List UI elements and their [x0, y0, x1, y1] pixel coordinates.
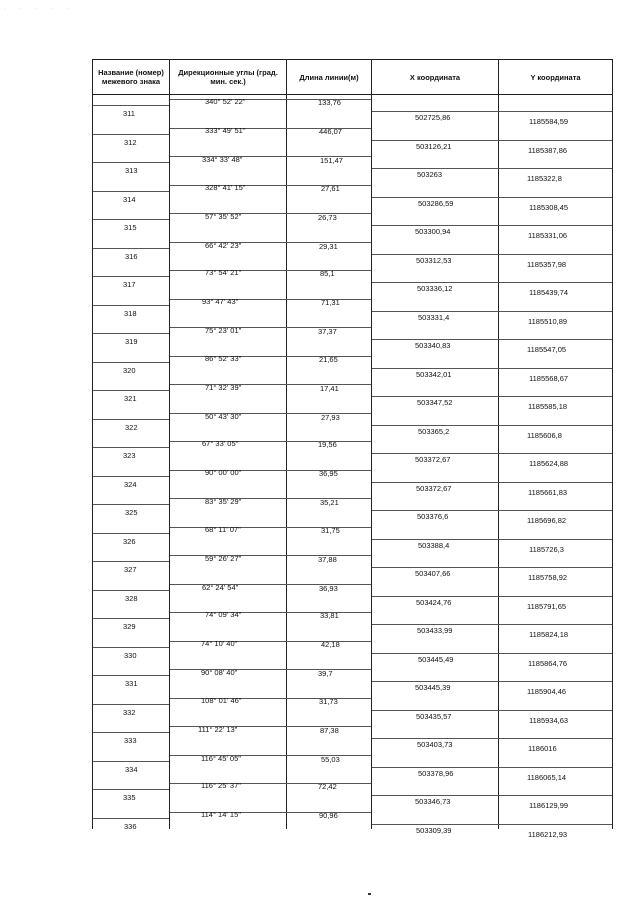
row-line — [93, 305, 169, 306]
y-coordinate: 1185864,76 — [528, 658, 568, 668]
segment-angle: 334° 33' 48" — [202, 155, 243, 165]
x-coordinate: 503388,4 — [418, 540, 450, 550]
segment-length: 21,65 — [319, 354, 338, 364]
row-line — [170, 270, 371, 271]
x-coordinate: 503309,39 — [416, 825, 452, 835]
point-name: 316 — [125, 251, 138, 261]
point-name: 330 — [124, 650, 137, 660]
row-line — [170, 498, 371, 499]
point-name: 320 — [123, 365, 136, 375]
segment-angle: 328° 41' 15" — [205, 182, 246, 192]
row-line — [93, 476, 169, 477]
row-line — [93, 732, 169, 733]
table-header — [93, 60, 612, 95]
x-coordinate: 503376,6 — [417, 512, 449, 521]
segment-angle: 111° 22' 13" — [198, 724, 238, 734]
row-line — [170, 413, 371, 414]
point-name: 315 — [124, 223, 137, 232]
segment-angle: 75° 23' 01" — [205, 326, 242, 336]
coordinates-table — [92, 59, 613, 839]
x-coordinate: 503433,99 — [417, 626, 453, 635]
row-line — [372, 254, 612, 255]
segment-length: 33,81 — [320, 611, 339, 620]
column-divider — [286, 60, 287, 829]
row-line — [372, 368, 612, 369]
row-line — [93, 105, 169, 106]
point-name: 333 — [124, 736, 137, 745]
row-line — [93, 248, 169, 249]
point-name: 328 — [125, 593, 138, 603]
point-name: 324 — [124, 479, 137, 489]
row-line — [372, 624, 612, 625]
row-line — [93, 134, 169, 135]
point-name: 336 — [124, 821, 137, 831]
row-line — [93, 276, 169, 277]
segment-angle: 57° 35' 52" — [205, 211, 242, 221]
row-line — [93, 561, 169, 562]
segment-angle: 86° 52' 33" — [205, 353, 242, 363]
point-name: 322 — [125, 422, 138, 432]
x-coordinate: 503372,67 — [416, 483, 452, 493]
point-name: 334 — [125, 764, 138, 774]
y-coordinate: 1185696,82 — [527, 516, 567, 525]
header-y: Y координата — [530, 72, 581, 82]
point-name: 321 — [124, 394, 137, 403]
segment-angle: 50° 43' 30" — [205, 411, 242, 421]
row-line — [93, 818, 169, 819]
row-line — [372, 482, 612, 483]
row-line — [170, 185, 371, 186]
row-line — [372, 396, 612, 397]
segment-length: 72,42 — [318, 782, 337, 791]
row-line — [93, 704, 169, 705]
segment-length: 446,07 — [319, 127, 342, 137]
y-coordinate: 1186016 — [528, 744, 557, 753]
segment-length: 55,03 — [321, 754, 340, 764]
segment-length: 19,56 — [318, 440, 337, 449]
row-line — [372, 539, 612, 540]
page-mark — [368, 893, 371, 895]
y-coordinate: 1186212,93 — [528, 829, 568, 839]
x-coordinate: 503300,94 — [415, 227, 451, 236]
x-coordinate: 503445,49 — [418, 654, 454, 664]
segment-angle: 66° 42' 23" — [205, 240, 242, 250]
scan-specks: · · · · · — [4, 6, 75, 12]
point-name: 319 — [125, 337, 138, 346]
row-line — [93, 219, 169, 220]
row-line — [93, 789, 169, 790]
row-line — [170, 356, 371, 357]
row-line — [170, 470, 371, 471]
segment-length: 31,75 — [321, 525, 340, 535]
row-line — [372, 225, 612, 226]
row-line — [170, 384, 371, 385]
y-coordinate: 1185322,8 — [527, 174, 562, 183]
y-coordinate: 1185624,88 — [529, 459, 569, 468]
segment-angle: 74° 09' 34" — [205, 610, 242, 619]
column-divider — [371, 60, 372, 829]
row-line — [93, 647, 169, 648]
row-line — [372, 795, 612, 796]
segment-angle: 93° 47' 43" — [202, 297, 239, 307]
y-coordinate: 1185791,65 — [527, 601, 567, 611]
segment-angle: 90° 08' 40" — [201, 668, 238, 678]
segment-length: 133,76 — [318, 98, 341, 107]
point-name: 318 — [124, 308, 137, 318]
point-name: 327 — [124, 565, 137, 574]
point-name: 314 — [123, 194, 136, 204]
segment-angle: 74° 10' 40" — [201, 639, 238, 649]
segment-length: 36,95 — [319, 469, 338, 479]
row-line — [170, 327, 371, 328]
segment-length: 42,18 — [321, 640, 340, 650]
row-line — [372, 197, 612, 198]
x-coordinate: 503331,4 — [418, 312, 450, 322]
point-name: 312 — [124, 137, 137, 147]
row-line — [93, 447, 169, 448]
segment-angle: 62° 24' 54" — [202, 582, 239, 592]
segment-angle: 90° 00' 00" — [205, 468, 242, 478]
y-coordinate: 1185331,06 — [528, 231, 568, 240]
column-divider — [169, 60, 170, 829]
header-angles: Дирекционные углы (град. мин. сек.) — [178, 68, 278, 86]
x-coordinate: 503445,39 — [415, 683, 451, 692]
segment-length: 29,31 — [319, 241, 338, 251]
segment-angle: 83° 35' 29" — [205, 497, 242, 507]
x-coordinate: 503365,2 — [418, 426, 450, 436]
row-line — [170, 527, 371, 528]
row-line — [372, 510, 612, 511]
y-coordinate: 1186129,99 — [529, 801, 569, 810]
row-line — [170, 242, 371, 243]
x-coordinate: 503346,73 — [415, 797, 451, 806]
row-line — [93, 504, 169, 505]
segment-angle: 71° 32' 39" — [205, 382, 242, 392]
row-line — [372, 311, 612, 312]
x-coordinate: 503263 — [417, 170, 443, 179]
segment-angle: 116° 45' 05" — [201, 753, 241, 763]
segment-length: 36,93 — [319, 583, 338, 593]
row-line — [372, 567, 612, 568]
y-coordinate: 1185387,86 — [528, 145, 568, 155]
row-line — [372, 111, 612, 112]
x-coordinate: 503340,83 — [415, 341, 451, 350]
row-line — [170, 612, 371, 613]
point-name: 323 — [123, 451, 136, 460]
y-coordinate: 1185726,3 — [529, 544, 564, 554]
segment-angle: 67° 33' 05" — [202, 439, 239, 448]
segment-length: 151,47 — [320, 156, 343, 166]
row-line — [372, 425, 612, 426]
segment-angle: 340° 52' 22" — [205, 97, 246, 106]
row-line — [170, 299, 371, 300]
y-coordinate: 1185568,67 — [529, 373, 569, 383]
row-line — [372, 596, 612, 597]
point-name: 332 — [123, 707, 136, 717]
y-coordinate: 1185606,8 — [527, 430, 562, 440]
y-coordinate: 1185934,63 — [529, 715, 569, 725]
segment-length: 35,21 — [320, 498, 339, 508]
y-coordinate: 1185357,98 — [527, 259, 567, 269]
segment-angle: 333° 49' 51" — [205, 126, 246, 136]
row-line — [372, 339, 612, 340]
point-name: 326 — [123, 536, 136, 546]
header-x: X координата — [409, 72, 461, 82]
segment-length: 17,41 — [320, 383, 339, 393]
point-name: 311 — [123, 109, 135, 118]
row-line — [372, 282, 612, 283]
row-line — [93, 761, 169, 762]
row-line — [372, 168, 612, 169]
point-name: 313 — [125, 166, 138, 175]
row-line — [93, 390, 169, 391]
y-coordinate: 1185584,59 — [529, 117, 569, 126]
x-coordinate: 503372,67 — [415, 455, 451, 464]
point-name: 325 — [125, 508, 138, 517]
y-coordinate: 1185824,18 — [529, 630, 569, 639]
row-line — [372, 653, 612, 654]
row-line — [372, 710, 612, 711]
header-length: Длина линии(м) — [299, 72, 359, 82]
segment-length: 37,88 — [318, 554, 337, 564]
row-line — [170, 555, 371, 556]
x-coordinate: 503347,52 — [417, 398, 453, 407]
x-coordinate: 503435,57 — [416, 711, 452, 721]
column-divider — [498, 60, 499, 829]
y-coordinate: 1185439,74 — [529, 288, 569, 297]
segment-angle: 59° 26' 27" — [205, 553, 242, 563]
row-line — [170, 213, 371, 214]
row-line — [93, 362, 169, 363]
x-coordinate: 503407,66 — [415, 569, 451, 578]
row-line — [372, 738, 612, 739]
y-coordinate: 1185547,05 — [527, 345, 567, 354]
y-coordinate: 1185904,46 — [527, 687, 567, 696]
segment-length: 26,73 — [318, 212, 337, 222]
y-coordinate: 1185308,45 — [529, 202, 569, 212]
x-coordinate: 503424,76 — [416, 597, 452, 607]
segment-length: 71,31 — [321, 298, 340, 308]
row-line — [93, 333, 169, 334]
y-coordinate: 1185585,18 — [528, 402, 568, 411]
x-coordinate: 503336,12 — [417, 284, 453, 293]
segment-angle: 114° 14' 15" — [201, 810, 241, 820]
point-name: 329 — [123, 622, 136, 631]
y-coordinate: 1185758,92 — [528, 573, 568, 582]
x-coordinate: 502725,86 — [415, 113, 451, 122]
row-line — [372, 767, 612, 768]
row-line — [372, 824, 612, 825]
segment-length: 87,38 — [320, 725, 339, 735]
segment-length: 85,1 — [320, 269, 335, 278]
segment-length: 90,96 — [319, 811, 338, 821]
row-line — [93, 618, 169, 619]
x-coordinate: 503286,59 — [418, 198, 454, 208]
x-coordinate: 503342,01 — [416, 369, 452, 379]
segment-angle: 116° 25' 37" — [201, 781, 241, 790]
row-line — [372, 453, 612, 454]
segment-length: 27,93 — [321, 412, 340, 422]
row-line — [93, 590, 169, 591]
segment-length: 37,37 — [318, 327, 337, 337]
row-line — [170, 584, 371, 585]
point-name: 317 — [123, 280, 136, 289]
y-coordinate: 1185661,83 — [528, 487, 568, 497]
row-line — [93, 675, 169, 676]
segment-angle: 68° 11' 07" — [205, 524, 241, 534]
segment-length: 27,61 — [321, 183, 340, 193]
row-line — [93, 191, 169, 192]
row-line — [170, 441, 371, 442]
point-name: 335 — [123, 793, 136, 802]
y-coordinate: 1186065,14 — [527, 772, 567, 782]
segment-length: 31,73 — [319, 696, 338, 706]
segment-length: 39,7 — [318, 669, 333, 679]
x-coordinate: 503378,96 — [418, 768, 454, 778]
row-line — [93, 162, 169, 163]
x-coordinate: 503403,73 — [417, 740, 453, 749]
x-coordinate: 503126,21 — [416, 141, 452, 151]
segment-angle: 108° 01' 46" — [201, 695, 242, 705]
header-name: Название (номер) межевого знака — [98, 68, 164, 86]
row-line — [372, 140, 612, 141]
x-coordinate: 503312,53 — [416, 255, 452, 265]
point-name: 331 — [125, 679, 138, 688]
y-coordinate: 1185510,89 — [528, 316, 568, 326]
row-line — [93, 533, 169, 534]
segment-angle: 73° 54' 21" — [205, 268, 242, 277]
row-line — [372, 681, 612, 682]
row-line — [93, 419, 169, 420]
